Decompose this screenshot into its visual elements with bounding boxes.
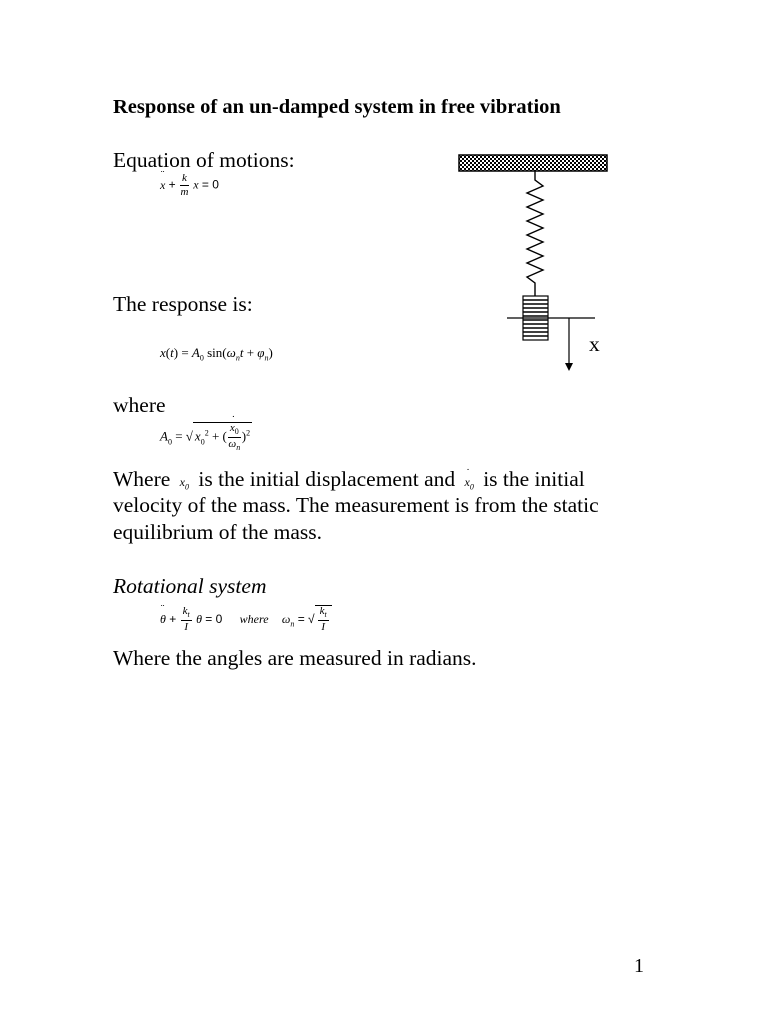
- equation-of-motion-heading: Equation of motions:: [113, 148, 295, 172]
- rotational-heading: Rotational system: [113, 574, 267, 598]
- response-equation: $x(t) = A_0$ $\sin(\omega_nt + \varphi_n)$: [160, 345, 273, 363]
- paragraph-line-1: Where $x_0$ is the initial displacement and ˙ $x_0$ is the initial: [113, 467, 585, 492]
- paragraph-line-2: velocity of the mass. The measurement is from the static: [113, 493, 599, 517]
- paragraph-line-3: equilibrium of the mass.: [113, 520, 322, 544]
- angles-note: Where the angles are measured in radians.: [113, 646, 477, 670]
- page-number: 1: [634, 955, 644, 977]
- where-label: where: [113, 393, 166, 417]
- displacement-label: x: [589, 332, 600, 356]
- displacement-arrow: [565, 318, 573, 371]
- equation-of-motion: ¨ x + $\frac{k}{m}$ x = 0: [160, 173, 219, 198]
- initial-velocity-symbol: ˙ $x_0$: [465, 475, 474, 489]
- spring-icon: [527, 171, 543, 296]
- response-heading: The response is:: [113, 292, 253, 316]
- amplitude-equation: $A_0$ = √ $x_0^2$ + ( ˙ $\frac{x_0}{\omega_n}$ )$^2$: [160, 422, 252, 452]
- rotational-equation: ¨ θ + $\frac{k_t}{I}$ θ = 0 where $\omega_n$ = √ $\frac{k_t}{I}$: [160, 605, 332, 633]
- initial-displacement-symbol: $x_0$: [179, 475, 189, 492]
- fixed-support: [459, 155, 607, 171]
- page-title: Response of an un-damped system in free vibration: [113, 96, 561, 118]
